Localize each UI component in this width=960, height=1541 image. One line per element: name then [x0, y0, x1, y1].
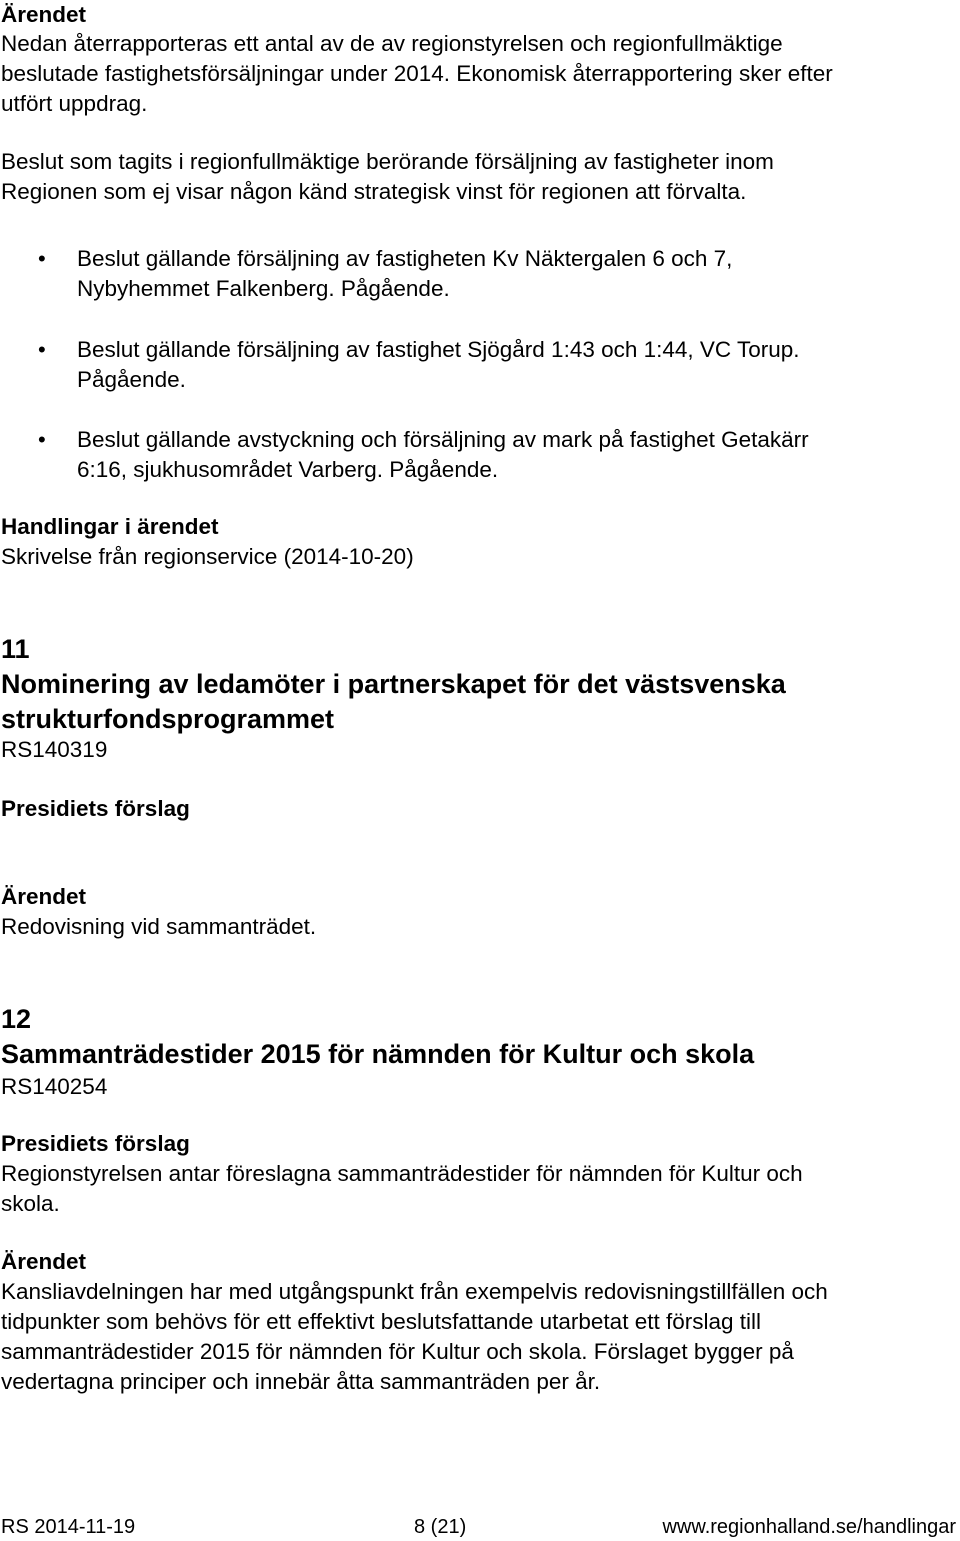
item-reference: RS140319 [1, 737, 108, 762]
decision-intro-paragraph: Beslut som tagits i regionfullmäktige berörande försäljning av fastigheter inom Regionen som ej visar någon känd strategisk vinst för regionen att förvalta. [1, 149, 774, 204]
proposal-heading: Presidiets förslag [1, 1131, 190, 1156]
bullet-icon: • [38, 427, 46, 452]
proposal-text: Regionstyrelsen antar föreslagna sammanträdestider för nämnden för Kultur och skola. [1, 1161, 803, 1216]
matter-text: Kansliavdelningen har med utgångspunkt från exempelvis redovisningstillfällen och tidpunkter som behövs för ett effektivt beslutsfattande utarbetat ett förslag till sammanträdestider 2015 för nämnden för Kultur och skola. Förslaget bygger på vedertagna principer och innebär åtta sammanträden per år. [1, 1279, 828, 1394]
footer-date: RS 2014-11-19 [1, 1516, 136, 1538]
page-number: 8 (21) [414, 1516, 467, 1538]
bullet-text: Beslut gällande försäljning av fastighet Sjögård 1:43 och 1:44, VC Torup. Pågående. [77, 337, 800, 392]
matter-heading: Ärendet [1, 884, 87, 909]
documents-text: Skrivelse från regionservice (2014-10-20) [1, 544, 414, 569]
bullet-text: Beslut gällande försäljning av fastigheten Kv Näktergalen 6 och 7, Nybyhemmet Falkenberg. Pågående. [77, 246, 733, 301]
matter-heading: Ärendet [1, 1249, 87, 1274]
matter-text: Redovisning vid sammanträdet. [1, 914, 317, 939]
bullet-icon: • [38, 337, 46, 362]
intro-paragraph: Nedan återrapporteras ett antal av de av regionstyrelsen och regionfullmäktige beslutade fastighetsförsäljningar under 2014. Ekonomisk återrapportering sker efter utfört uppdrag. [1, 31, 833, 116]
documents-heading: Handlingar i ärendet [1, 514, 219, 539]
item-number: 12 [1, 1004, 32, 1034]
bullet-icon: • [38, 246, 46, 271]
proposal-heading: Presidiets förslag [1, 796, 190, 821]
item-number: 11 [1, 634, 30, 664]
item-title: Sammanträdestider 2015 för nämnden för Kultur och skola [1, 1039, 755, 1069]
item-reference: RS140254 [1, 1074, 108, 1099]
bullet-text: Beslut gällande avstyckning och försäljning av mark på fastighet Getakärr 6:16, sjukhusområdet Varberg. Pågående. [77, 427, 809, 482]
footer-link[interactable]: www.regionhalland.se/handlingar [662, 1516, 956, 1538]
item-title: Nominering av ledamöter i partnerskapet för det västsvenska strukturfondsprogrammet [1, 669, 786, 734]
section-heading: Ärendet [1, 2, 87, 27]
